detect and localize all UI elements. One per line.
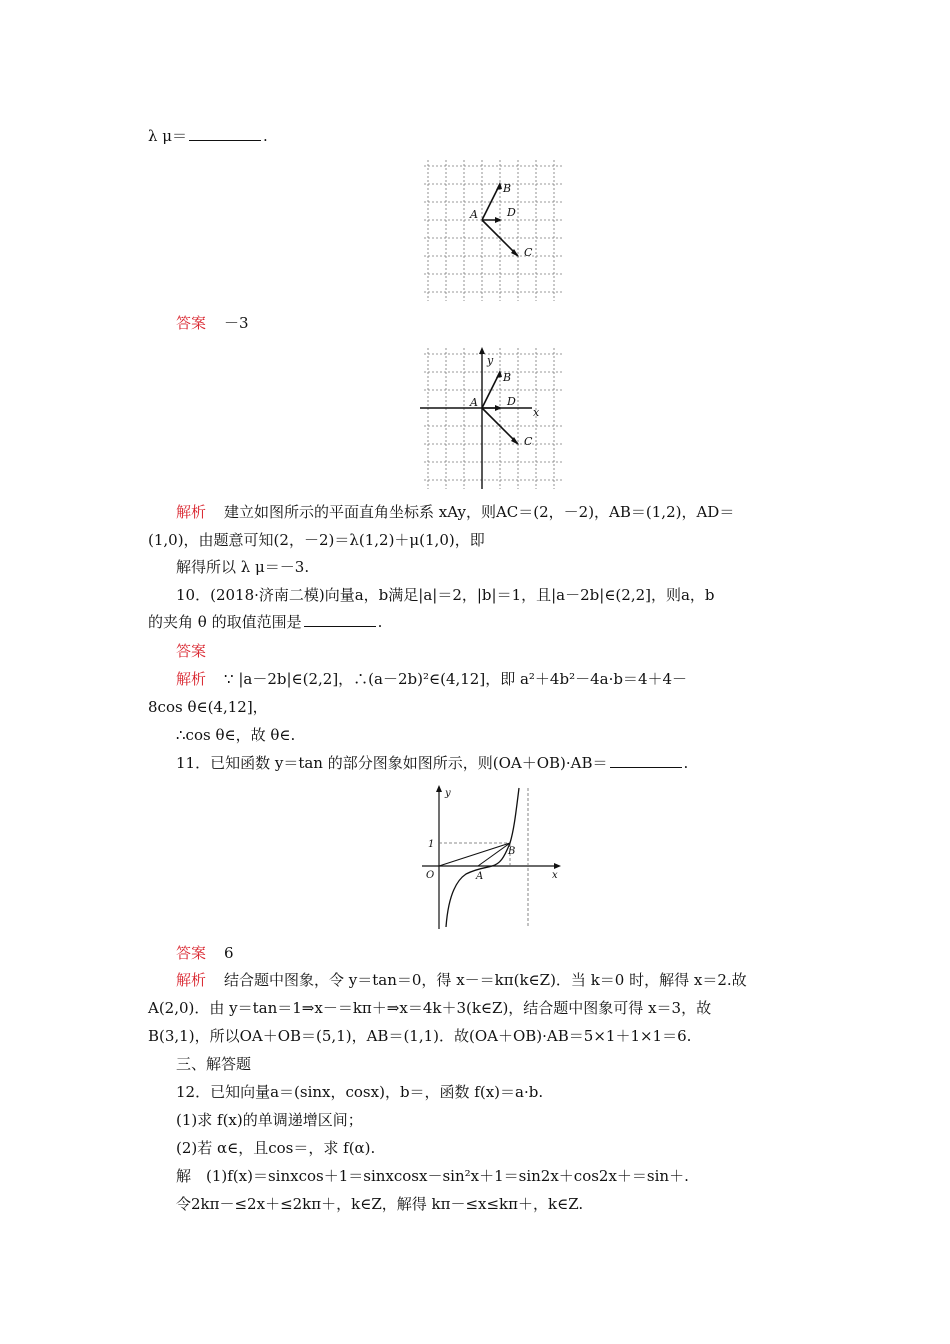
solution-11-line-1 xyxy=(176,970,747,990)
solution-9-line-1 xyxy=(176,502,734,522)
vector-grid-figure-2 xyxy=(414,344,569,496)
label-O: O xyxy=(426,870,435,881)
text: λ μ＝ xyxy=(148,127,188,145)
question-12-solution-2 xyxy=(176,1194,583,1214)
answer-10 xyxy=(176,641,206,661)
label-y: y xyxy=(487,354,494,367)
answer-label: 答案 xyxy=(176,944,207,962)
label-B: B xyxy=(503,371,512,384)
answer-9 xyxy=(176,313,249,333)
text: ∴cos θ∈，故 θ∈. xyxy=(176,726,296,744)
text: 10．(2018·济南二模)向量a，b满足|a|＝2，|b|＝1，且|a－2b|∈(2,2]，则a，b xyxy=(176,586,715,604)
question-10-line-2 xyxy=(148,612,382,632)
text: A(2,0)．由 y＝tan＝1⇒x－＝kπ＋⇒x＝4k＋3(k∈Z)，结合题中图象可得 x＝3，故 xyxy=(148,999,712,1017)
text: 解得所以 λ μ＝－3. xyxy=(176,558,310,576)
solution-9-line-3 xyxy=(176,557,309,577)
text: . xyxy=(377,613,383,631)
solution-10-line-2 xyxy=(148,697,268,717)
vector-grid-figure-1 xyxy=(414,156,569,310)
question-12-part-1 xyxy=(176,1110,363,1130)
answer-11 xyxy=(176,943,234,963)
text: B(3,1)，所以OA＋OB＝(5,1)，AB＝(1,1)．故(OA＋OB)·AB＝5×1＋1×1＝6. xyxy=(148,1027,692,1045)
label-y: y xyxy=(445,788,451,799)
tan-graph-figure xyxy=(418,782,568,936)
section-heading xyxy=(176,1054,251,1074)
text: 结合题中图象，令 y＝tan＝0，得 x－＝kπ(k∈Z)．当 k＝0 时，解得 x＝2.故 xyxy=(224,971,747,989)
text: (1,0)，由题意可知(2，－2)＝λ(1,2)＋μ(1,0)，即 xyxy=(148,531,485,549)
question-9-tail xyxy=(148,126,268,146)
solution-10-line-1 xyxy=(176,669,687,689)
question-12-solution-1 xyxy=(176,1166,689,1186)
label-A: A xyxy=(476,871,484,882)
question-11 xyxy=(176,753,688,773)
text: 的夹角 θ 的取值范围是 xyxy=(148,613,302,631)
question-12 xyxy=(176,1082,543,1102)
label-A: A xyxy=(470,208,478,221)
label-B: B xyxy=(503,182,512,195)
solution-11-line-2 xyxy=(148,998,711,1018)
solution-9-line-2 xyxy=(148,530,485,550)
text: . xyxy=(683,754,689,772)
solution-label: 解析 xyxy=(176,670,207,688)
text: (1)求 f(x)的单调递增区间； xyxy=(176,1111,363,1129)
solution-11-line-3 xyxy=(148,1026,691,1046)
text: 建立如图所示的平面直角坐标系 xAy，则AC＝(2，－2)，AB＝(1,2)，AD＝ xyxy=(224,503,735,521)
solution-label: 解析 xyxy=(176,971,207,989)
text: (2)若 α∈，且cos＝，求 f(α). xyxy=(176,1139,376,1157)
label-A: A xyxy=(470,396,478,409)
answer-value: －3 xyxy=(224,314,249,332)
question-12-part-2 xyxy=(176,1138,375,1158)
answer-value: 6 xyxy=(224,944,234,962)
text: 解 (1)f(x)＝sinxcos＋1＝sinxcosx－sin²x＋1＝sin2x＋cos2x＋＝sin＋. xyxy=(176,1167,689,1185)
text: 8cos θ∈(4,12]， xyxy=(148,698,268,716)
answer-label: 答案 xyxy=(176,314,207,332)
solution-label: 解析 xyxy=(176,503,207,521)
label-C: C xyxy=(524,435,533,448)
answer-label: 答案 xyxy=(176,642,207,660)
label-x: x xyxy=(533,406,540,419)
label-C: C xyxy=(524,246,533,259)
text: ∵ |a－2b|∈(2,2]，∴(a－2b)²∈(4,12]，即 a²＋4b²－4a·b＝4＋4－ xyxy=(224,670,688,688)
label-x: x xyxy=(552,870,558,881)
answer-blank xyxy=(189,126,261,141)
answer-blank xyxy=(610,753,682,768)
label-D: D xyxy=(507,395,516,408)
solution-10-line-3 xyxy=(176,725,295,745)
question-10-line-1 xyxy=(176,585,715,605)
label-D: D xyxy=(507,206,516,219)
label-B: B xyxy=(508,846,516,857)
text: 11．已知函数 y＝tan 的部分图象如图所示，则(OA＋OB)·AB＝ xyxy=(176,754,608,772)
text: 三、解答题 xyxy=(176,1055,252,1073)
text: 令2kπ－≤2x＋≤2kπ＋，k∈Z，解得 kπ－≤x≤kπ＋，k∈Z. xyxy=(176,1195,584,1213)
answer-blank xyxy=(304,612,376,627)
text: . xyxy=(263,127,268,145)
label-1: 1 xyxy=(428,839,435,850)
text: 12．已知向量a＝(sinx，cosx)，b＝，函数 f(x)＝a·b. xyxy=(176,1083,544,1101)
